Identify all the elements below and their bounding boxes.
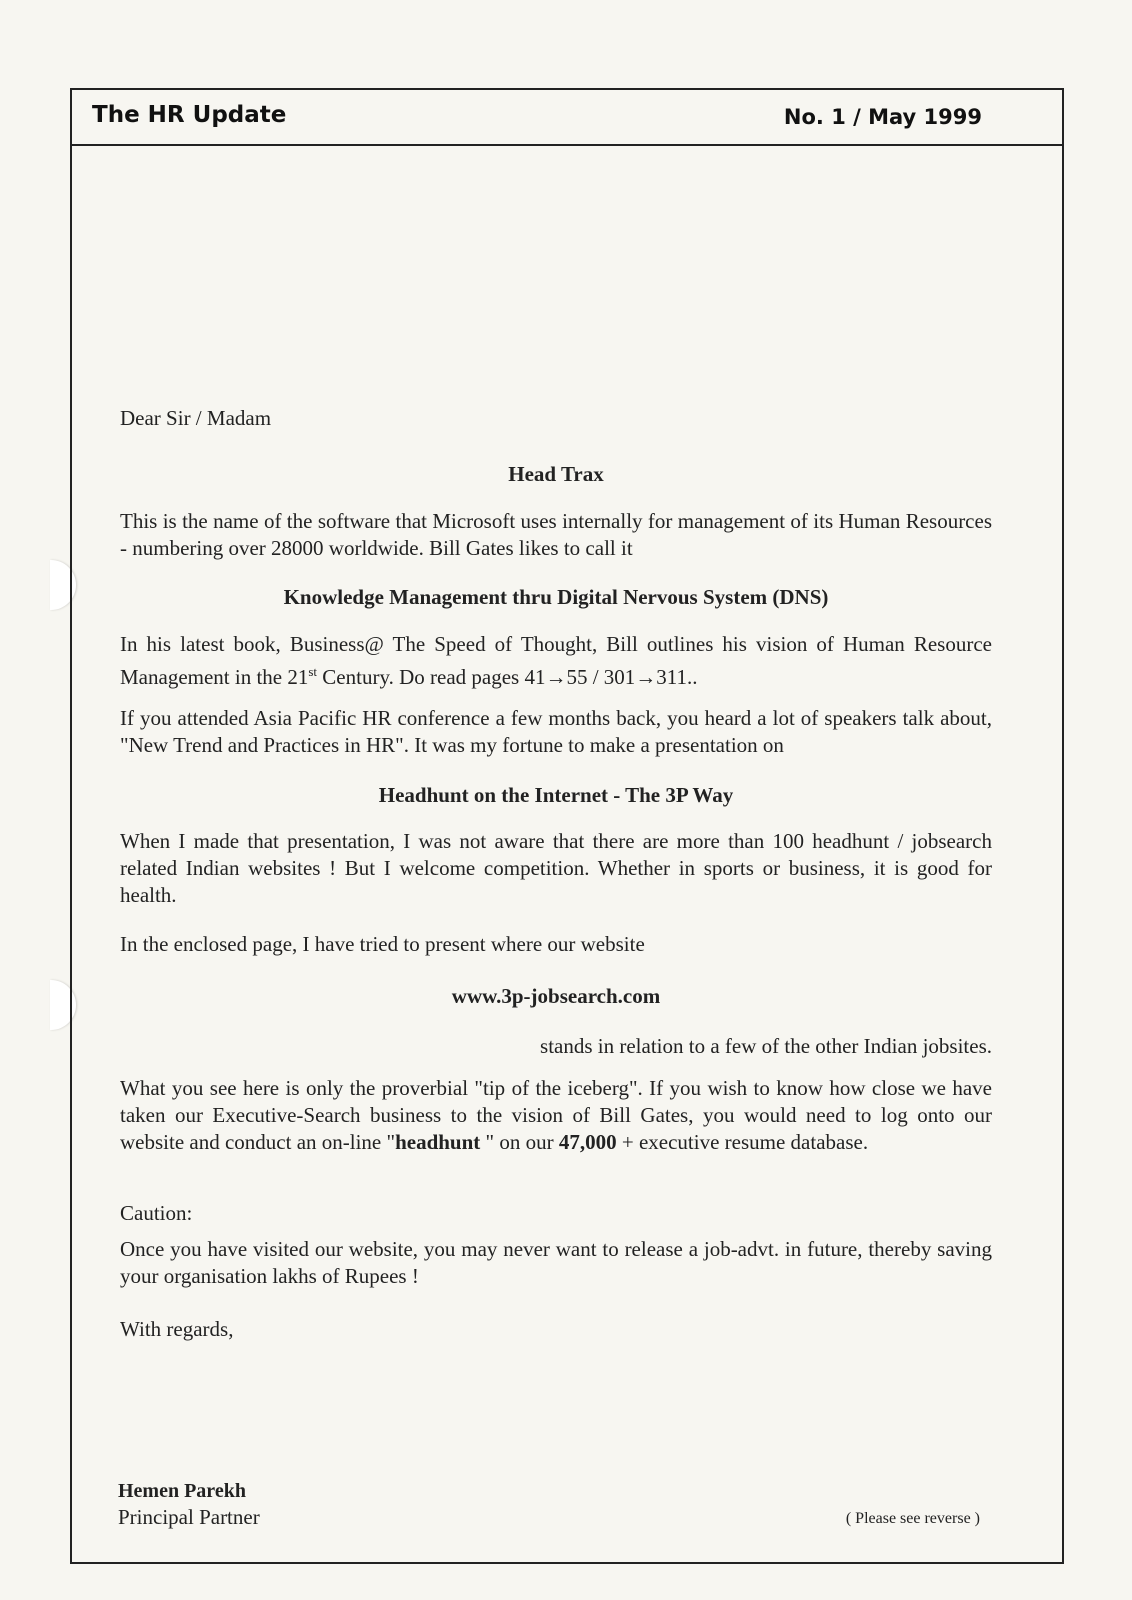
salutation: Dear Sir / Madam — [120, 406, 272, 430]
header-bar — [72, 90, 1062, 146]
caution-label: Caution: — [120, 1201, 193, 1225]
see-reverse-note: ( Please see reverse ) — [845, 1510, 980, 1527]
paragraph-6: stands in relation to a few of the other Indian jobsites. — [540, 1034, 992, 1058]
paragraph-7-text-b: " on our — [480, 1130, 559, 1154]
newsletter-title: The HR Update — [92, 102, 287, 128]
paragraph-2 — [120, 631, 992, 691]
closing: With regards, — [120, 1317, 234, 1341]
signer-name: Hemen Parekh — [118, 1480, 246, 1502]
heading-knowledge-management: Knowledge Management thru Digital Nervous System (DNS) — [283, 585, 829, 609]
paragraph-2-text-b: Century. Do read pages 41→55 / 301→311.. — [317, 665, 698, 689]
paragraph-7-text-c: + executive resume database. — [616, 1130, 869, 1154]
paragraph-7-bold-count: 47,000 — [558, 1130, 617, 1154]
paragraph-2-superscript: st — [308, 664, 318, 679]
paragraph-1: This is the name of the software that Microsoft uses internally for management of its Human Resources - numbering over 28000 worldwide. Bill Gates likes to call it — [120, 509, 992, 560]
paragraph-7 — [120, 1075, 992, 1156]
issue-number: No. 1 / May 1999 — [783, 105, 982, 129]
paragraph-7-text-a: What you see here is only the proverbial "tip of the iceberg". If you wish to know how close we have taken our Executive-Search business to the vision of Bill Gates, you would need to log onto our website and conduct an on-line " — [120, 1076, 992, 1154]
signer-role: Principal Partner — [118, 1505, 260, 1529]
paragraph-2-text-a: In his latest book, Business@ The Speed of Thought, Bill outlines his vision of Human Resource Management in the 21 — [120, 632, 992, 689]
paragraph-7-bold-headhunt: headhunt — [395, 1130, 481, 1154]
website-url: www.3p-jobsearch.com — [451, 984, 661, 1008]
heading-headhunt: Headhunt on the Internet - The 3P Way — [378, 783, 734, 807]
newsletter-page — [70, 88, 1064, 1564]
paragraph-8: Once you have visited our website, you may never want to release a job-advt. in future, thereby saving your organisation lakhs of Rupees ! — [120, 1237, 992, 1288]
paragraph-4: When I made that presentation, I was not aware that there are more than 100 headhunt / jobsearch related Indian websites ! But I welcome competition. Whether in sports or business, it is good for health. — [120, 829, 992, 907]
paragraph-5: In the enclosed page, I have tried to present where our website — [120, 932, 645, 956]
paragraph-3: If you attended Asia Pacific HR conference a few months back, you heard a lot of speakers talk about, "New Trend and Practices in HR". It was my fortune to make a presentation on — [120, 706, 992, 757]
heading-head-trax: Head Trax — [508, 462, 604, 486]
